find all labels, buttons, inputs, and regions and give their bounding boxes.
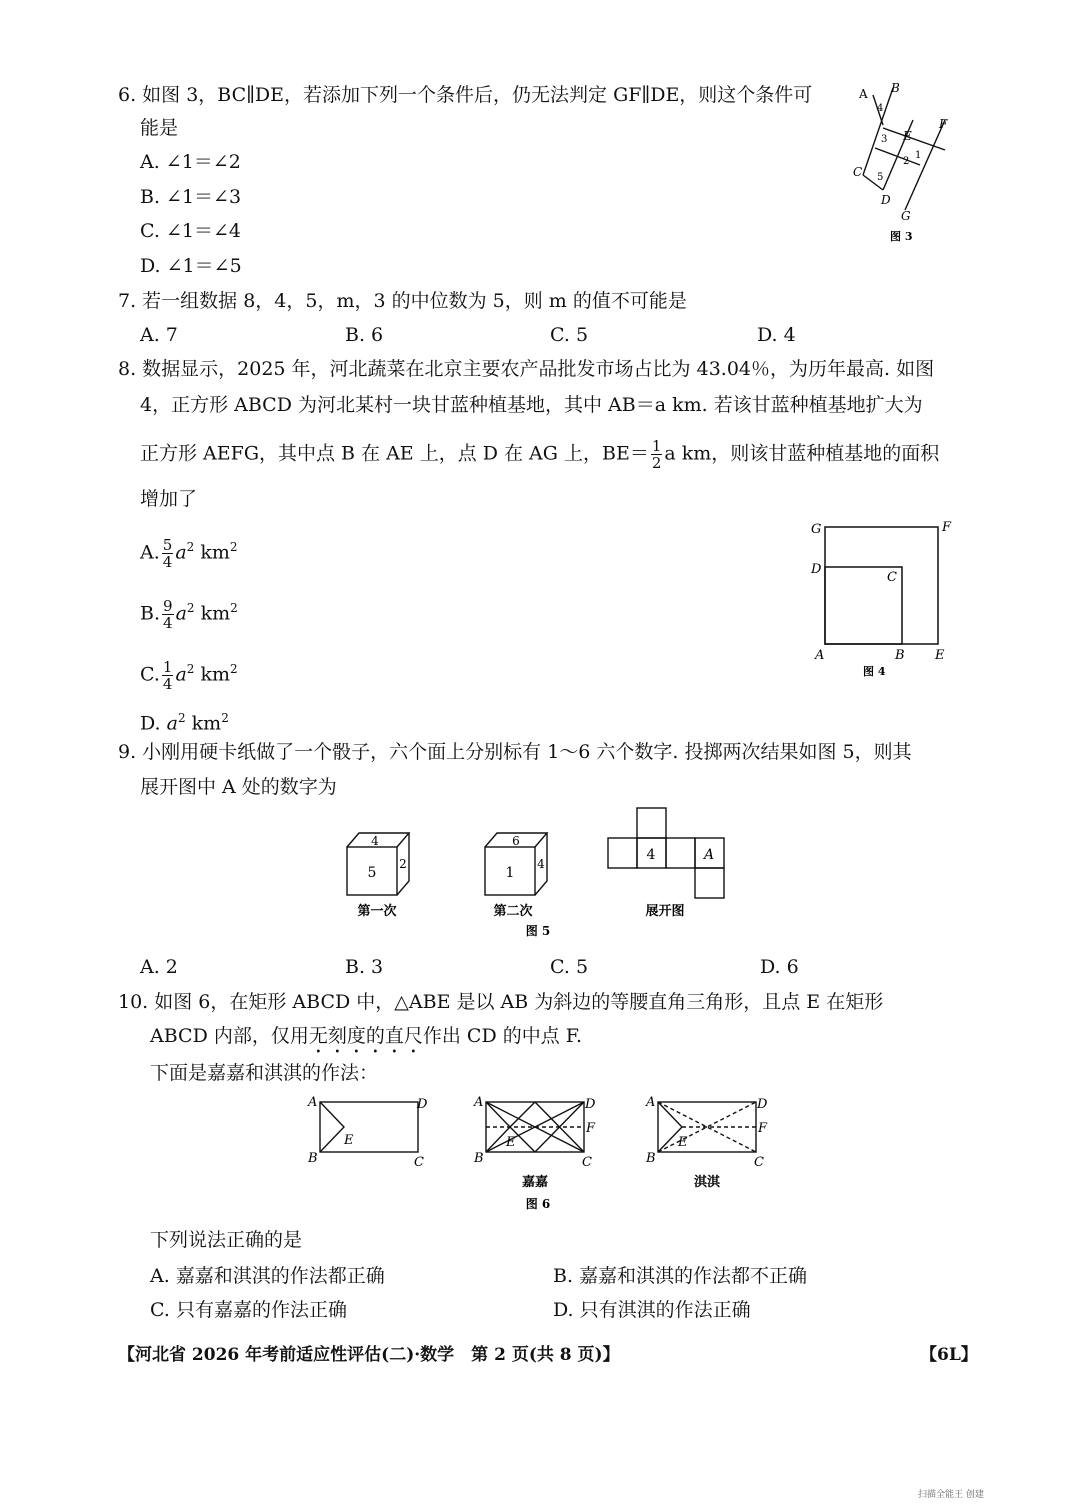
fig4-caption: 图 4 — [863, 665, 886, 678]
q8-option-c: C. $\frac{1}{4}$ $a^2$ $km^2$ — [140, 657, 238, 693]
fig3-label-e: E — [903, 129, 912, 143]
option-var: a — [175, 602, 187, 625]
q6-stem-line1: 6. 如图 3，BC∥DE，若添加下列一个条件后，仍无法判定 GF∥DE，则这个条件可 — [118, 84, 813, 106]
option-var: a — [175, 541, 187, 564]
q6-option-c: C. ∠1＝∠4 — [140, 220, 241, 242]
cube1-front-number: 5 — [367, 865, 377, 881]
fig3-label-g: G — [901, 209, 911, 223]
cube1-side-number: 2 — [399, 857, 407, 871]
cube2-label: 第二次 — [493, 904, 533, 919]
fig3-label-f: F — [939, 117, 948, 131]
fig6-caption: 图 6 — [525, 1197, 551, 1211]
q6-stem-line2: 能是 — [140, 117, 179, 139]
option-fraction — [162, 659, 174, 692]
fig6b-label-f: F — [586, 1121, 596, 1136]
fig6a-label-a: A — [308, 1095, 318, 1110]
fig6c-label-c: C — [754, 1155, 764, 1170]
fig6a-label-e: E — [344, 1133, 354, 1148]
q10-option-b: B. 嘉嘉和淇淇的作法都不正确 — [553, 1265, 808, 1287]
q9-option-b: B. 3 — [345, 956, 384, 978]
fig6b-label-e: E — [506, 1135, 516, 1150]
figure-3 — [845, 80, 965, 250]
fig3-label-2: 2 — [903, 156, 910, 167]
fig6c-label-b: B — [646, 1151, 656, 1166]
fraction-den: 4 — [162, 552, 173, 571]
q7-stem: 7. 若一组数据 8，4，5，m，3 的中位数为 5，则 m 的值不可能是 — [118, 290, 687, 312]
q10-stem-part-c: 作出 CD 的中点 F. — [422, 1025, 583, 1047]
fig4-label-e: E — [935, 648, 945, 663]
page-footer: 【河北省 2026 年考前适应性评估(二)·数学 第 2 页(共 8 页)】 — [118, 1345, 620, 1365]
q7-option-a: A. 7 — [140, 324, 178, 346]
q9-stem-line1: 9. 小刚用硬卡纸做了一个骰子，六个面上分别标有 1～6 六个数字. 投掷两次结果如图 5，则其 — [118, 741, 912, 763]
q8-stem-line3-a: 正方形 AEFG，其中点 B 在 AE 上，点 D 在 AG 上，BE＝ — [140, 442, 649, 465]
option-fraction — [162, 598, 174, 631]
q10-stem-line2 — [150, 1023, 582, 1058]
fraction-den: 4 — [163, 613, 173, 632]
fraction-num: 1 — [162, 657, 173, 676]
q10-option-a: A. 嘉嘉和淇淇的作法都正确 — [150, 1265, 385, 1287]
q10-option-c: C. 只有嘉嘉的作法正确 — [150, 1299, 347, 1321]
option-prefix: A. — [140, 541, 160, 564]
option-var: a — [175, 663, 187, 686]
q10-stem-line1: 10. 如图 6，在矩形 ABCD 中，△ABE 是以 AB 为斜边的等腰直角三角形，且点 E 在矩形 — [118, 991, 884, 1013]
q8-option-a: A. $\frac{5}{4}$ $a^2$ $km^2$ — [140, 535, 238, 571]
fraction-den: 4 — [162, 674, 173, 693]
q10-stem-line3: 下面是嘉嘉和淇淇的作法： — [150, 1062, 379, 1084]
fig6c-label-f: F — [758, 1121, 768, 1136]
figure-4 — [805, 515, 970, 680]
fig3-label-5: 5 — [877, 172, 884, 183]
fig4-label-b: B — [895, 648, 905, 663]
fig6c-method-label: 淇淇 — [693, 1175, 721, 1190]
q8-stem-line2: 4，正方形 ABCD 为河北某村一块甘蓝种植基地，其中 AB＝a km. 若该甘蓝种植基地扩大为 — [140, 394, 923, 416]
fig5-caption: 图 5 — [525, 924, 551, 938]
fraction-den: 2 — [651, 454, 662, 472]
q7-option-d: D. 4 — [757, 324, 796, 346]
fig6c-label-e: E — [678, 1135, 688, 1150]
net-known-number: 4 — [646, 847, 656, 863]
cube1-label: 第一次 — [357, 904, 397, 919]
fig6b-label-d: D — [585, 1097, 596, 1112]
net-target-a: A — [703, 847, 715, 863]
option-prefix: C. — [140, 663, 160, 686]
q7-option-c: C. 5 — [550, 324, 589, 346]
q9-option-a: A. 2 — [140, 956, 178, 978]
fig6c-label-d: D — [757, 1097, 768, 1112]
fraction-num: 1 — [651, 437, 662, 455]
fig6b-label-b: B — [474, 1151, 484, 1166]
q10-stem-part-a: ABCD 内部，仅用 — [150, 1025, 309, 1047]
fig4-label-d: D — [811, 562, 822, 577]
fig3-label-1: 1 — [915, 150, 922, 161]
fig6b-label-c: C — [582, 1155, 592, 1170]
q8-stem-line1: 8. 数据显示，2025 年，河北蔬菜在北京主要农产品批发市场占比为 43.04％，为历年最高. 如图 — [118, 358, 935, 380]
option-unit: km — [191, 712, 222, 735]
cube2-side-number: 4 — [537, 857, 545, 871]
q8-option-d: D. $a^2$ $km^2$ — [140, 711, 229, 735]
q8-stem-line4: 增加了 — [140, 488, 198, 510]
option-unit: km — [200, 541, 230, 564]
page-code: 【6L】 — [920, 1345, 978, 1365]
fig3-label-b: B — [891, 81, 900, 95]
q6-option-a: A. ∠1＝∠2 — [140, 151, 241, 173]
fig4-label-g: G — [811, 522, 822, 537]
fraction-be — [651, 438, 663, 471]
fraction-num: 9 — [163, 596, 173, 615]
net-label: 展开图 — [645, 904, 685, 919]
fig4-label-a: A — [815, 648, 825, 663]
fig6a-label-d: D — [417, 1097, 428, 1112]
option-prefix: B. — [140, 602, 161, 625]
figure-5 — [335, 805, 745, 945]
figure-6 — [300, 1090, 780, 1220]
option-prefix: D. — [140, 712, 161, 735]
q10-question: 下列说法正确的是 — [150, 1229, 303, 1251]
q8-stem-line3-b: a km，则该甘蓝种植基地的面积 — [664, 442, 940, 465]
q6-option-d: D. ∠1＝∠5 — [140, 255, 242, 277]
q8-option-b: B. $\frac{9}{4}$ $a^2$ $km^2$ — [140, 596, 238, 632]
cube2-front-number: 1 — [505, 865, 515, 881]
q10-option-d: D. 只有淇淇的作法正确 — [553, 1299, 751, 1321]
fig3-label-a: A — [859, 87, 868, 101]
fig6c-label-a: A — [646, 1095, 656, 1110]
fig3-caption: 图 3 — [890, 230, 913, 243]
q9-option-c: C. 5 — [550, 956, 589, 978]
fig6b-label-a: A — [474, 1095, 484, 1110]
q9-option-d: D. 6 — [760, 956, 799, 978]
q6-option-b: B. ∠1＝∠3 — [140, 186, 242, 208]
fig3-label-4: 4 — [877, 103, 884, 114]
fig6b-method-label: 嘉嘉 — [521, 1175, 549, 1190]
q8-stem-line3 — [140, 438, 939, 471]
q9-stem-line2: 展开图中 A 处的数字为 — [140, 776, 337, 798]
fig3-label-3: 3 — [881, 134, 888, 145]
option-var: a — [166, 712, 178, 735]
scanner-watermark: 扫描全能王 创建 — [918, 1490, 984, 1500]
q7-option-b: B. 6 — [345, 324, 384, 346]
fig6a-label-c: C — [414, 1155, 424, 1170]
fraction-num: 5 — [162, 535, 173, 554]
fig6a-label-b: B — [308, 1151, 318, 1166]
option-unit: km — [200, 663, 230, 686]
fig3-label-d: D — [881, 193, 891, 207]
option-fraction — [162, 537, 174, 570]
fig3-label-c: C — [853, 165, 863, 179]
cube2-top-number: 6 — [512, 834, 520, 848]
option-unit: km — [200, 602, 231, 625]
fig4-label-f: F — [942, 520, 952, 535]
q10-stem-emphasis: 无刻度的直尺 — [308, 1025, 423, 1047]
cube1-top-number: 4 — [371, 834, 379, 848]
fig4-label-c: C — [887, 570, 897, 585]
